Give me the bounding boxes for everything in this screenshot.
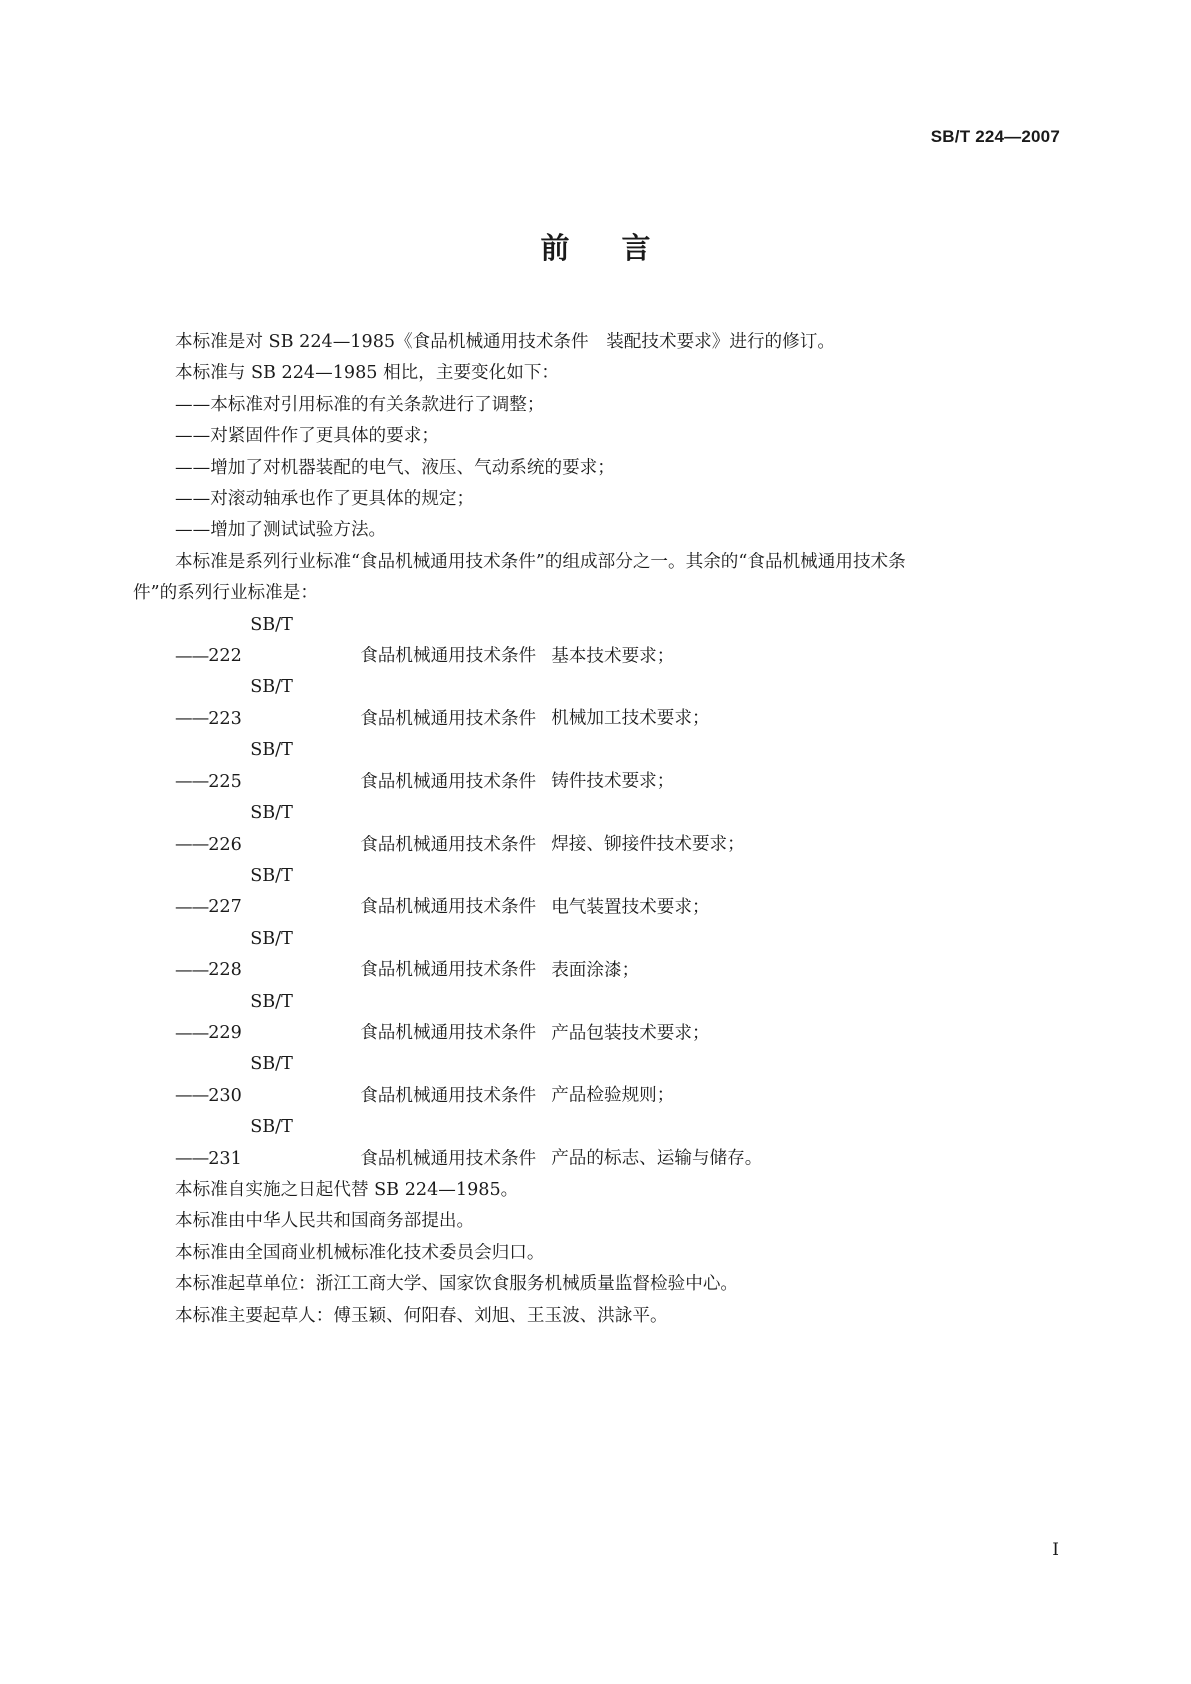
series-item-name: 食品机械通用技术条件 [360, 1085, 537, 1106]
series-item [133, 610, 1059, 673]
series-item-code: SB/T 229 [208, 991, 293, 1043]
series-item-dash: —— [175, 960, 209, 981]
intro-paragraph-1: 本标准是对 SB 224—1985《食品机械通用技术条件 装配技术要求》进行的修订。 [175, 332, 835, 352]
series-item-dash: —— [175, 834, 209, 855]
series-item-dash: —— [175, 771, 209, 792]
series-item-topic: 铸件技术要求； [551, 771, 675, 792]
series-item [133, 798, 1059, 861]
series-paragraph-line-1: 本标准是系列行业标准“食品机械通用技术条件”的组成部分之一。其余的“食品机械通用技术条 [175, 551, 906, 572]
series-item-topic: 电气装置技术要求； [551, 897, 710, 918]
series-item-name: 食品机械通用技术条件 [360, 771, 537, 792]
series-item [133, 924, 1059, 987]
series-item [133, 735, 1059, 798]
change-item: ——增加了对机器装配的电气、液压、气动系统的要求； [175, 457, 615, 478]
series-item-dash: —— [175, 897, 209, 918]
series-item-dash: —— [175, 1148, 209, 1169]
closing-paragraph: 本标准主要起草人：傅玉颖、何阳春、刘旭、王玉波、洪詠平。 [175, 1305, 668, 1326]
foreword-body [133, 327, 1059, 1332]
closing-paragraph: 本标准自实施之日起代替 SB 224—1985。 [175, 1179, 519, 1200]
series-item-code: SB/T 230 [208, 1054, 293, 1106]
series-item-code: SB/T 222 [208, 614, 293, 667]
series-item-topic: 焊接、铆接件技术要求； [551, 834, 745, 855]
series-item-name: 食品机械通用技术条件 [360, 960, 537, 981]
series-item-code: SB/T 227 [208, 865, 293, 918]
series-item [133, 987, 1059, 1050]
change-item: ——对滚动轴承也作了更具体的规定； [175, 489, 475, 510]
closing-paragraph: 本标准由中华人民共和国商务部提出。 [175, 1211, 475, 1232]
series-item-name: 食品机械通用技术条件 [360, 646, 537, 667]
series-item-dash: —— [175, 1085, 209, 1106]
series-item-name: 食品机械通用技术条件 [360, 897, 537, 918]
series-item-code: SB/T 231 [208, 1117, 293, 1169]
series-item-topic: 产品检验规则； [551, 1085, 675, 1106]
change-item: ——增加了测试试验方法。 [175, 520, 387, 541]
standard-code: SB/T 224—2007 [930, 127, 1060, 146]
intro-paragraph-2: 本标准与 SB 224—1985 相比，主要变化如下： [175, 363, 560, 384]
series-item [133, 672, 1059, 735]
change-item: ——本标准对引用标准的有关条款进行了调整； [175, 394, 545, 415]
series-item-dash: —— [175, 1022, 209, 1043]
series-item-topic: 产品的标志、运输与储存。 [551, 1148, 763, 1169]
series-item-code: SB/T 223 [208, 677, 293, 729]
series-item-code: SB/T 228 [208, 928, 293, 981]
series-item [133, 1049, 1059, 1112]
series-item [133, 1112, 1059, 1175]
series-item-topic: 机械加工技术要求； [551, 708, 710, 729]
page-number: I [1052, 1540, 1059, 1560]
series-item [133, 861, 1059, 924]
series-item-code: SB/T 226 [208, 803, 293, 855]
page-title: 前言 [540, 231, 703, 265]
closing-paragraph: 本标准由全国商业机械标准化技术委员会归口。 [175, 1242, 545, 1263]
series-item-name: 食品机械通用技术条件 [360, 1022, 537, 1043]
series-item-topic: 产品包装技术要求； [551, 1022, 710, 1043]
series-item-name: 食品机械通用技术条件 [360, 834, 537, 855]
series-item-name: 食品机械通用技术条件 [360, 1148, 537, 1169]
change-item: ——对紧固件作了更具体的要求； [175, 426, 439, 447]
series-item-topic: 基本技术要求； [551, 646, 675, 667]
series-item-topic: 表面涂漆； [551, 960, 640, 981]
series-paragraph-line-2: 件”的系列行业标准是： [133, 583, 318, 604]
series-item-dash: —— [175, 708, 209, 729]
series-item-code: SB/T 225 [208, 740, 293, 792]
series-item-name: 食品机械通用技术条件 [360, 708, 537, 729]
series-item-dash: —— [175, 646, 209, 667]
closing-paragraph: 本标准起草单位：浙江工商大学、国家饮食服务机械质量监督检验中心。 [175, 1274, 739, 1295]
